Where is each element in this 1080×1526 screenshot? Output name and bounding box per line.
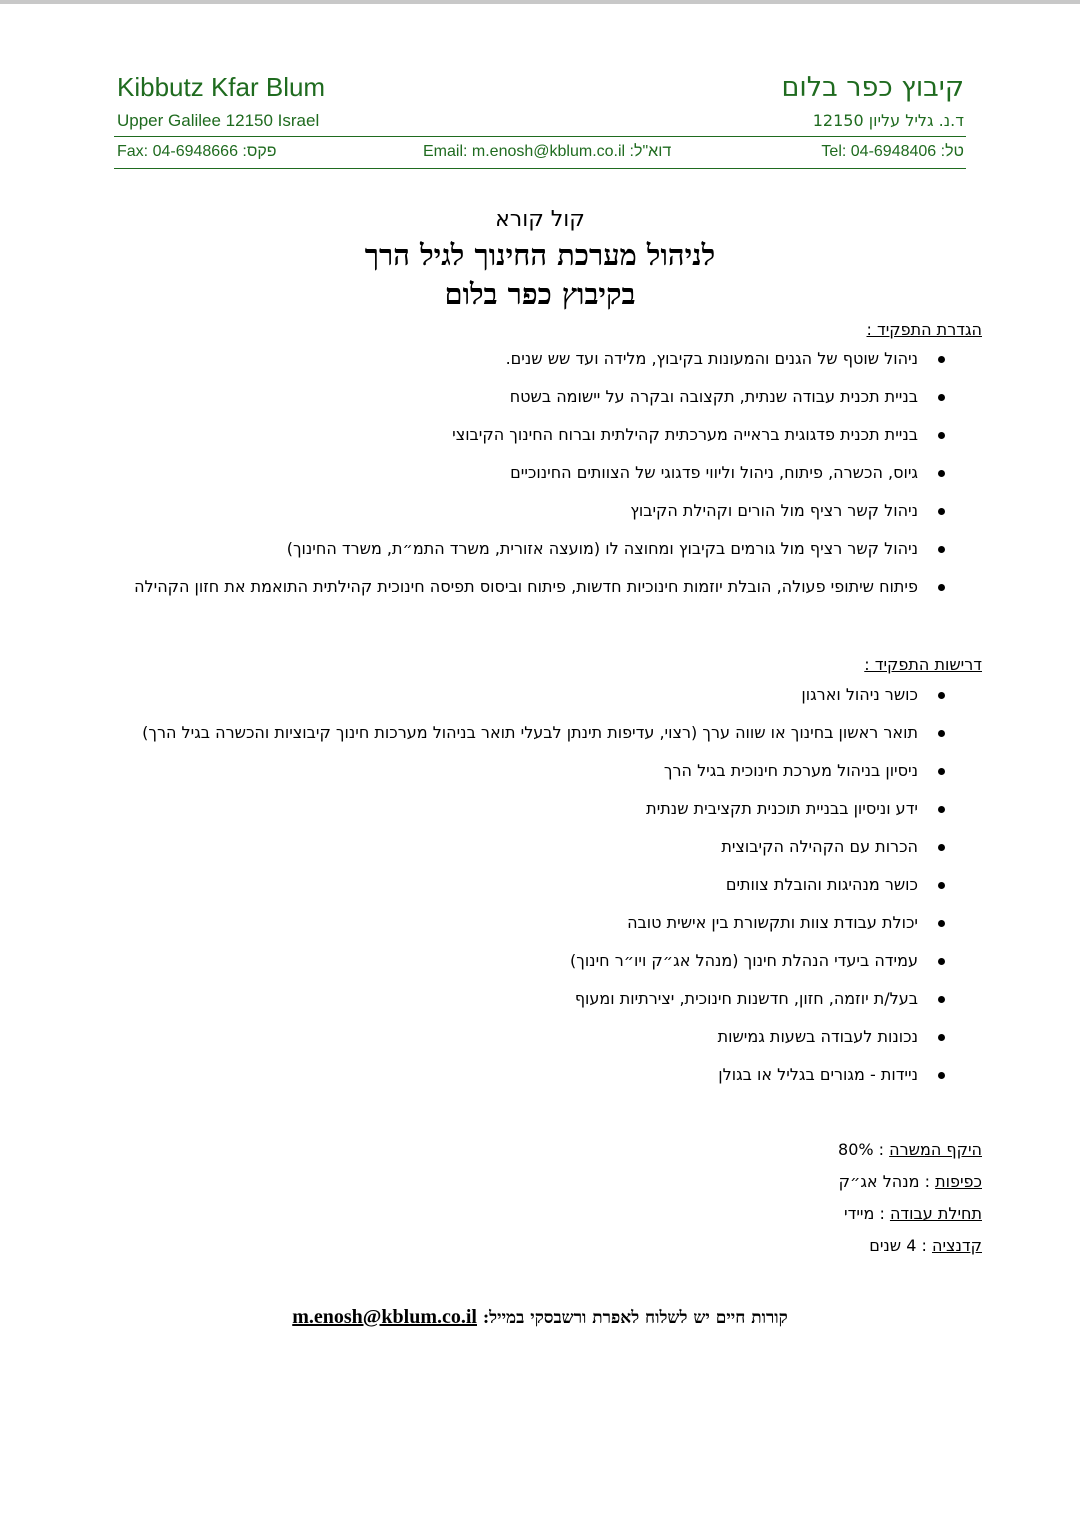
list-item-text: ניהול שוטף של הגנים והמעונות בקיבוץ, מלידה ועד שש שנים. xyxy=(505,349,918,368)
list-item xyxy=(102,534,982,564)
detail-reports-to xyxy=(839,1172,982,1191)
bullet-icon xyxy=(938,508,945,515)
bullet-icon xyxy=(938,470,945,477)
list-item-text: ניידות - מגורים בגליל או בגולן xyxy=(718,1065,918,1084)
list-item xyxy=(102,680,982,710)
letterhead-email: Email: m.enosh@kblum.co.il :דוא"ל xyxy=(423,143,672,160)
detail-label: קדנציה xyxy=(931,1236,982,1255)
list-item xyxy=(102,946,982,976)
detail-value: 80% xyxy=(838,1140,874,1159)
list-item-text: ניהול קשר רציף מול גורמים בקיבוץ ומחוצה לו (מועצה אזורית, משרד התמ״ת, משרד החינוך) xyxy=(286,539,918,558)
list-item-text: בעל/ת יוזמה, חזון, חדשנות חינוכית, יצירתיות ומעוף xyxy=(574,989,918,1008)
list-item xyxy=(102,756,982,786)
call-label: קול קורא xyxy=(495,207,585,232)
list-item xyxy=(102,382,982,412)
list-item xyxy=(102,420,982,450)
bullet-icon xyxy=(938,958,945,965)
list-item-text: בניית תכנית פדגוגית בראייה מערכתית קהילתית וברוח החינוך הקיבוצי xyxy=(452,425,918,444)
list-item-text: יכולת עבודת צוות ותקשורת בין אישית טובה xyxy=(627,913,918,932)
bullet-icon xyxy=(938,920,945,927)
letterhead-address-en: Upper Galilee 12150 Israel xyxy=(117,111,320,130)
bullet-icon xyxy=(938,882,945,889)
top-rule xyxy=(0,0,1080,4)
bullet-icon xyxy=(938,394,945,401)
bullet-icon xyxy=(938,1034,945,1041)
detail-separator: : xyxy=(873,1140,890,1159)
footer-email-link[interactable]: m.enosh@kblum.co.il xyxy=(292,1306,477,1328)
list-item-text: ניהול קשר רציף מול הורים וקהילת הקיבוץ xyxy=(630,501,918,520)
list-item-text: הכרות עם הקהילה הקיבוצית xyxy=(721,837,918,856)
role-definition-list xyxy=(102,344,982,610)
page-title-line-1: לניהול מערכת החינוך לגיל הרך xyxy=(364,238,716,272)
bullet-icon xyxy=(938,432,945,439)
list-item xyxy=(102,718,982,748)
list-item-text: גיוס, הכשרה, פיתוח, ניהול וליווי פדגוגי של הצוותים החינוכיים xyxy=(510,463,918,482)
detail-label: כפיפות xyxy=(935,1172,982,1191)
letterhead-tel: Tel: 04-6948406 :טל xyxy=(821,143,964,160)
bullet-icon xyxy=(938,1072,945,1079)
list-item xyxy=(102,496,982,526)
letterhead-name-en: Kibbutz Kfar Blum xyxy=(117,72,326,102)
letterhead-divider-top xyxy=(114,136,966,137)
bullet-icon xyxy=(938,730,945,737)
list-item-text: ידע וניסיון בבניית תוכנית תקציבית שנתית xyxy=(646,799,918,818)
detail-separator: : xyxy=(874,1204,890,1223)
requirements-heading: דרישות התפקיד : xyxy=(864,655,982,674)
detail-label: היקף המשרה xyxy=(889,1140,982,1159)
list-item-text: עמידה ביעדי הנהלת חינוך (מנהל אג״ק ויו״ר חינוך) xyxy=(569,951,918,970)
letterhead-divider-bottom xyxy=(114,168,966,169)
page-title-line-2: בקיבוץ כפר בלום xyxy=(444,277,636,311)
detail-label: תחילת עבודה xyxy=(889,1204,982,1223)
list-item xyxy=(102,870,982,900)
list-item xyxy=(102,908,982,938)
letterhead-name-he: קיבוץ כפר בלום xyxy=(781,72,964,103)
footer-cv-instruction xyxy=(0,1306,1080,1329)
detail-value: מנהל אג״ק xyxy=(838,1172,920,1191)
list-item-text: ניסיון בניהול מערכת חינוכית בגיל הרך xyxy=(663,761,918,780)
list-item xyxy=(102,344,982,374)
bullet-icon xyxy=(938,806,945,813)
letterhead-address-he: ד.נ. גליל עליון 12150 xyxy=(812,111,964,130)
footer-text: קורות חיים יש לשלוח לאפרת ורשבסקי במייל: xyxy=(476,1308,788,1328)
bullet-icon xyxy=(938,584,945,591)
bullet-icon xyxy=(938,768,945,775)
list-item-text: תואר ראשון בחינוך או שווה ערך (רצוי, עדיפות תינתן לבעלי תואר בניהול מערכות חינוך קיבוציות והכשרה בגיל הרך) xyxy=(142,723,918,742)
bullet-icon xyxy=(938,692,945,699)
detail-separator: : xyxy=(916,1236,932,1255)
detail-scope xyxy=(838,1140,982,1159)
bullet-icon xyxy=(938,546,945,553)
list-item-text: פיתוח שיתופי פעולה, הובלת יוזמות חינוכיות חדשות, פיתוח וביסוס תפיסה חינוכית קהילתית התואמת את חזון הקהילה xyxy=(134,577,918,596)
list-item-text: כושר מנהיגות והובלת צוותים xyxy=(725,875,918,894)
list-item xyxy=(102,1060,982,1090)
bullet-icon xyxy=(938,996,945,1003)
list-item xyxy=(102,458,982,488)
role-definition-heading: הגדרת התפקיד : xyxy=(866,320,982,339)
bullet-icon xyxy=(938,356,945,363)
list-item-text: בניית תכנית עבודה שנתית, תקצובה ובקרה על יישומה בשטח xyxy=(509,387,918,406)
letterhead-fax: Fax: 04-6948666 :פקס xyxy=(117,143,277,160)
list-item xyxy=(102,572,982,602)
list-item xyxy=(102,832,982,862)
list-item xyxy=(102,984,982,1014)
list-item-text: כושר ניהול וארגון xyxy=(801,685,918,704)
bullet-icon xyxy=(938,844,945,851)
detail-separator: : xyxy=(919,1172,936,1191)
detail-start xyxy=(844,1204,982,1223)
list-item xyxy=(102,1022,982,1052)
requirements-list xyxy=(102,680,982,1098)
detail-value: 4 שנים xyxy=(869,1236,917,1255)
detail-value: מיידי xyxy=(844,1204,875,1223)
list-item-text: נכונות לעבודה בשעות גמישות xyxy=(717,1027,918,1046)
detail-term xyxy=(869,1236,982,1255)
list-item xyxy=(102,794,982,824)
